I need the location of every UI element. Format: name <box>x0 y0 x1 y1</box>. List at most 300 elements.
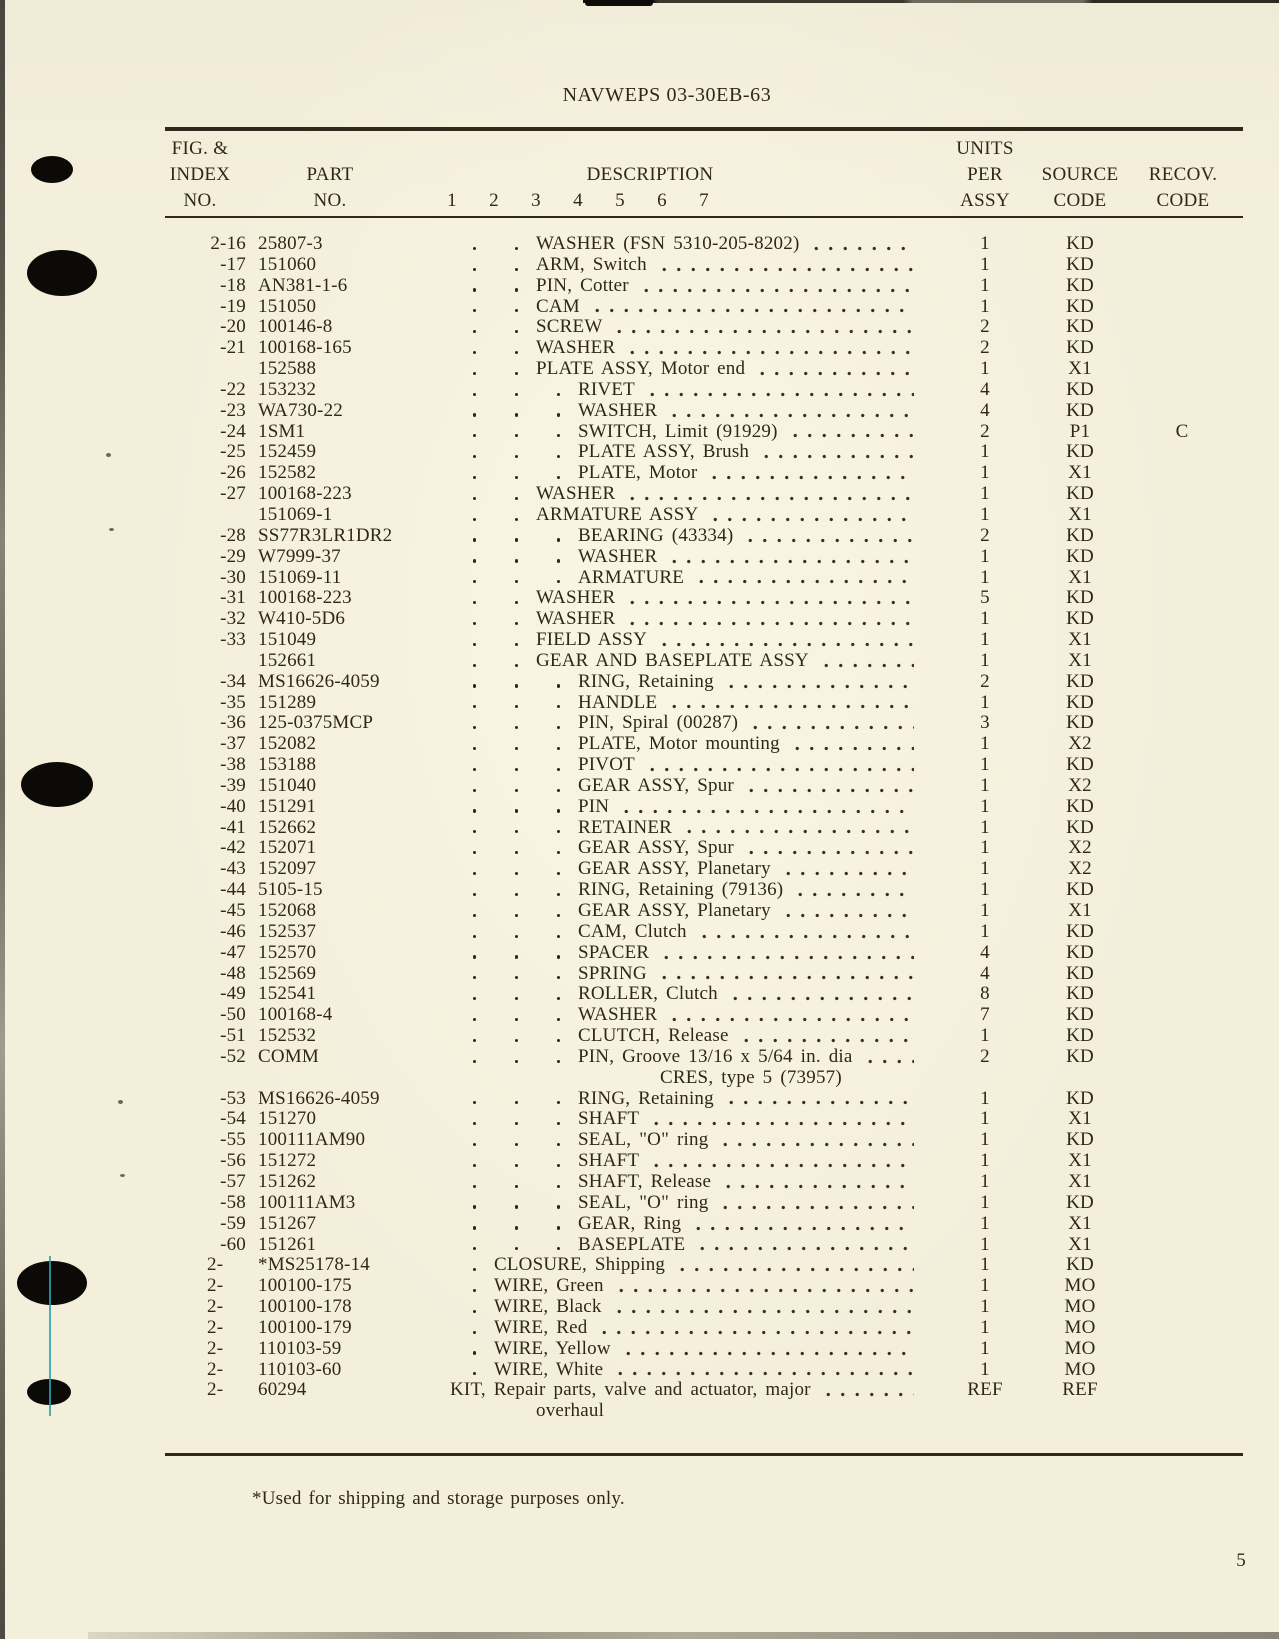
indenture-dot <box>515 1247 518 1250</box>
indenture-dot <box>515 976 518 979</box>
description-cell <box>430 964 918 985</box>
fig-index-no: -55 <box>220 1129 246 1151</box>
indenture-dot <box>473 1351 476 1354</box>
description-text: WASHER <box>536 587 616 609</box>
indenture-level-4: 4 <box>573 190 583 211</box>
table-row <box>165 1255 1243 1276</box>
description-cell <box>430 755 918 776</box>
source-code: KD <box>1066 712 1094 734</box>
description-cell <box>430 713 918 734</box>
description-cell <box>430 818 918 839</box>
dot-leader <box>721 1184 914 1189</box>
indenture-dot <box>473 1205 476 1208</box>
indenture-dot <box>557 684 560 687</box>
table-row <box>165 422 1243 443</box>
ink-speck <box>106 453 111 457</box>
indenture-dot <box>557 955 560 958</box>
description-text: GEAR ASSY, Planetary <box>578 858 771 880</box>
fig-index-no: -54 <box>220 1108 246 1130</box>
source-code: X1 <box>1068 1212 1092 1234</box>
description-text: RING, Retaining <box>578 1087 714 1109</box>
description-cell <box>430 463 918 484</box>
dot-leader <box>790 746 914 751</box>
binder-hole <box>27 250 97 296</box>
description-cell <box>430 484 918 505</box>
indenture-dot <box>557 1185 560 1188</box>
description-text: SEAL, "O" ring <box>578 1129 709 1151</box>
part-number: 152541 <box>258 983 317 1005</box>
indenture-dot <box>515 747 518 750</box>
indenture-dot <box>515 955 518 958</box>
part-number: 152071 <box>258 837 317 859</box>
scan-edge-bottom <box>88 1632 1279 1639</box>
indenture-level-3: 3 <box>531 190 541 211</box>
description-cell <box>430 1380 918 1401</box>
description-text: FIELD ASSY <box>536 629 648 651</box>
units-per-assy: 1 <box>980 816 990 838</box>
description-cell <box>430 1276 918 1297</box>
indenture-level-1: 1 <box>447 190 457 211</box>
table-row <box>165 1089 1243 1110</box>
dot-leader <box>657 267 914 272</box>
fig-index-no: -33 <box>220 629 246 651</box>
dot-leader <box>625 621 914 626</box>
fig-index-no: -50 <box>220 1004 246 1026</box>
indenture-dot <box>557 747 560 750</box>
fig-index-no: -52 <box>220 1045 246 1067</box>
indenture-dot <box>473 726 476 729</box>
description-text: GEAR ASSY, Spur <box>578 774 734 796</box>
fig-index-no: -46 <box>220 920 246 942</box>
description-text: WIRE, Green <box>494 1275 604 1297</box>
ink-speck <box>109 528 114 531</box>
table-row <box>165 317 1243 338</box>
dot-leader <box>707 475 914 480</box>
indenture-dot <box>473 1289 476 1292</box>
indenture-dot <box>473 455 476 458</box>
table-row <box>165 672 1243 693</box>
description-text: WIRE, White <box>494 1358 604 1380</box>
description-continuation: CRES, type 5 (73957) <box>660 1066 842 1088</box>
fig-index-no: -25 <box>220 441 246 463</box>
description-cell <box>430 1151 918 1172</box>
description-text: WASHER <box>536 608 616 630</box>
dot-leader <box>597 1330 914 1335</box>
dot-leader <box>657 975 914 980</box>
description-cell <box>430 859 918 880</box>
table-row <box>165 505 1243 526</box>
table-row <box>165 755 1243 776</box>
units-per-assy: 2 <box>980 337 990 359</box>
units-per-assy: 1 <box>980 503 990 525</box>
units-per-assy: REF <box>967 1379 1003 1401</box>
description-text: PIN, Spiral (00287) <box>578 712 739 734</box>
dot-leader <box>639 288 914 293</box>
indenture-dot <box>515 434 518 437</box>
fig-index-no: -19 <box>220 295 246 317</box>
indenture-dot <box>473 1101 476 1104</box>
dot-leader <box>821 1392 914 1397</box>
source-code: MO <box>1064 1337 1096 1359</box>
units-per-assy: 4 <box>980 941 990 963</box>
indenture-dot <box>515 455 518 458</box>
indenture-dot <box>515 1205 518 1208</box>
indenture-dot <box>473 893 476 896</box>
source-code: KD <box>1066 587 1094 609</box>
fig-index-no: 2- <box>207 1337 224 1359</box>
part-number: 100146-8 <box>258 316 333 338</box>
col-header-units: UNITS <box>956 138 1014 159</box>
units-per-assy: 1 <box>980 774 990 796</box>
part-number: 152068 <box>258 900 317 921</box>
part-number: W7999-37 <box>258 545 341 567</box>
units-per-assy: 3 <box>980 712 990 734</box>
fig-index-no: -28 <box>220 524 246 546</box>
part-number: 152582 <box>258 462 317 484</box>
indenture-dot <box>515 1185 518 1188</box>
table-row <box>165 1276 1243 1297</box>
source-code: KD <box>1066 378 1094 400</box>
indenture-dot <box>473 1247 476 1250</box>
units-per-assy: 2 <box>980 670 990 692</box>
source-code: X1 <box>1068 900 1092 921</box>
fig-index-no: 2- <box>207 1254 224 1276</box>
indenture-dot <box>515 1122 518 1125</box>
indenture-level-5: 5 <box>615 190 625 211</box>
units-per-assy: 1 <box>980 691 990 713</box>
source-code: KD <box>1066 253 1094 275</box>
description-cell <box>430 922 918 943</box>
description-cell <box>430 422 918 443</box>
scan-edge-left <box>0 0 5 1639</box>
part-number: *MS25178-14 <box>258 1254 370 1276</box>
dot-leader <box>718 1205 914 1210</box>
indenture-dot <box>473 434 476 437</box>
dot-leader <box>625 600 914 605</box>
dot-leader <box>819 663 914 668</box>
indenture-dot <box>473 809 476 812</box>
description-text: RETAINER <box>578 816 673 838</box>
part-number: 152569 <box>258 962 317 984</box>
units-per-assy: 1 <box>980 566 990 588</box>
part-number: 100168-223 <box>258 483 352 505</box>
indenture-level-2: 2 <box>489 190 499 211</box>
part-number: 110103-60 <box>258 1358 342 1380</box>
source-code: P1 <box>1069 420 1091 442</box>
source-code: X1 <box>1068 503 1092 525</box>
indenture-dot <box>557 1164 560 1167</box>
table-row <box>165 1214 1243 1235</box>
table-row <box>165 1151 1243 1172</box>
description-cell <box>430 297 918 318</box>
binder-hole <box>31 156 73 183</box>
description-cell <box>430 797 918 818</box>
dot-leader <box>744 788 914 793</box>
units-per-assy: 1 <box>980 879 990 901</box>
fig-index-no: -26 <box>220 462 246 484</box>
description-text: WASHER <box>536 337 616 359</box>
dot-leader <box>694 579 914 584</box>
indenture-dot <box>557 789 560 792</box>
description-cell <box>430 568 918 589</box>
description-text: SCREW <box>536 316 603 338</box>
description-text: GEAR ASSY, Spur <box>578 837 734 859</box>
indenture-dot <box>557 893 560 896</box>
indenture-dot <box>515 372 518 375</box>
part-number: 152082 <box>258 733 317 755</box>
part-number: 100100-175 <box>258 1275 352 1297</box>
part-number: SS77R3LR1DR2 <box>258 524 393 546</box>
table-row <box>165 859 1243 880</box>
units-per-assy: 1 <box>980 1150 990 1172</box>
part-number: 100100-179 <box>258 1316 352 1338</box>
fig-index-no: -36 <box>220 712 246 734</box>
table-row <box>165 1005 1243 1026</box>
description-cell <box>430 984 918 1005</box>
part-number: 151040 <box>258 774 317 796</box>
dot-leader <box>781 913 914 918</box>
indenture-dot <box>473 1310 476 1313</box>
description-text: PIN, Cotter <box>536 274 629 296</box>
indenture-dot <box>473 1143 476 1146</box>
part-number: 153188 <box>258 754 317 776</box>
indenture-dot <box>473 955 476 958</box>
description-cell <box>430 401 918 422</box>
description-cell <box>430 1235 918 1256</box>
description-text: HANDLE <box>578 691 658 713</box>
table-row <box>165 338 1243 359</box>
indenture-dot <box>515 351 518 354</box>
source-code: X1 <box>1068 629 1092 651</box>
description-cell <box>430 234 918 255</box>
description-text: WIRE, Black <box>494 1296 602 1318</box>
dot-leader <box>718 1142 914 1147</box>
units-per-assy: 1 <box>980 920 990 942</box>
part-number: 151262 <box>258 1170 317 1192</box>
indenture-dot <box>557 768 560 771</box>
indenture-dot <box>473 413 476 416</box>
indenture-dot <box>473 268 476 271</box>
fig-index-no: -59 <box>220 1212 246 1234</box>
table-row <box>165 651 1243 672</box>
indenture-dot <box>515 1226 518 1229</box>
col-header-source: SOURCE <box>1041 164 1119 185</box>
description-cell <box>430 693 918 714</box>
indenture-dot <box>515 997 518 1000</box>
part-number: 151050 <box>258 295 317 317</box>
description-text: WASHER <box>578 1004 658 1026</box>
table-row <box>165 1068 1243 1089</box>
col-header-description: DESCRIPTION <box>586 164 714 185</box>
col-header-source: CODE <box>1053 190 1107 211</box>
indenture-dot <box>557 1143 560 1146</box>
fig-index-no: -53 <box>220 1087 246 1109</box>
dot-leader <box>657 642 914 647</box>
source-code: REF <box>1062 1379 1098 1401</box>
description-cell <box>430 588 918 609</box>
part-number: WA730-22 <box>258 399 343 421</box>
source-code: MO <box>1064 1275 1096 1297</box>
source-code: KD <box>1066 983 1094 1005</box>
part-number: 100111AM3 <box>258 1191 356 1213</box>
source-code: MO <box>1064 1316 1096 1338</box>
units-per-assy: 2 <box>980 316 990 338</box>
fig-index-no: -58 <box>220 1191 246 1213</box>
indenture-dot <box>515 601 518 604</box>
source-code: X2 <box>1068 774 1092 796</box>
part-number: AN381-1-6 <box>258 274 348 296</box>
part-number: 100111AM90 <box>258 1129 366 1151</box>
indenture-dot <box>473 247 476 250</box>
table-row <box>165 588 1243 609</box>
table-body <box>165 234 1243 1422</box>
table-row <box>165 734 1243 755</box>
table-row <box>165 1339 1243 1360</box>
units-per-assy: 1 <box>980 1108 990 1130</box>
description-text: WASHER <box>578 399 658 421</box>
table-row <box>165 568 1243 589</box>
dot-leader <box>619 809 914 814</box>
indenture-dot <box>473 830 476 833</box>
fig-index-no: -49 <box>220 983 246 1005</box>
page-number: 5 <box>1236 1550 1246 1571</box>
indenture-dot <box>557 1039 560 1042</box>
indenture-dot <box>473 1164 476 1167</box>
indenture-dot <box>557 393 560 396</box>
part-number: 100100-178 <box>258 1296 352 1318</box>
indenture-dot <box>515 1039 518 1042</box>
dot-leader <box>759 454 914 459</box>
fig-index-no: 2-16 <box>210 233 246 254</box>
dot-leader <box>659 955 914 960</box>
indenture-dot <box>557 809 560 812</box>
description-text: PLATE, Motor mounting <box>578 733 780 755</box>
dot-leader <box>793 892 914 897</box>
indenture-dot <box>473 330 476 333</box>
source-code: KD <box>1066 691 1094 713</box>
source-code: KD <box>1066 1254 1094 1276</box>
description-cell <box>430 880 918 901</box>
part-number: MS16626-4059 <box>258 670 380 692</box>
units-per-assy: 1 <box>980 274 990 296</box>
col-header-recov: RECOV. <box>1148 164 1218 185</box>
source-code: KD <box>1066 274 1094 296</box>
description-cell <box>430 776 918 797</box>
fig-index-no: -31 <box>220 587 246 609</box>
indenture-dot <box>515 893 518 896</box>
dot-leader <box>649 1121 914 1126</box>
part-number: COMM <box>258 1045 319 1067</box>
source-code: KD <box>1066 608 1094 630</box>
table-row <box>165 880 1243 901</box>
indenture-dot <box>515 664 518 667</box>
table-row <box>165 1380 1243 1401</box>
description-text: GEAR, Ring <box>578 1212 682 1234</box>
units-per-assy: 1 <box>980 795 990 817</box>
part-number: 152532 <box>258 1025 317 1047</box>
units-per-assy: 1 <box>980 1191 990 1213</box>
source-code: KD <box>1066 1004 1094 1026</box>
description-cell <box>430 1005 918 1026</box>
indenture-dot <box>473 976 476 979</box>
description-cell <box>430 380 918 401</box>
part-number: 151289 <box>258 691 317 713</box>
units-per-assy: 1 <box>980 483 990 505</box>
description-cell <box>430 651 918 672</box>
dot-leader <box>682 829 914 834</box>
description-text: PIN <box>578 795 610 817</box>
fig-index-no: -23 <box>220 399 246 421</box>
part-number: 5105-15 <box>258 879 323 901</box>
description-continuation: overhaul <box>536 1400 605 1422</box>
units-per-assy: 1 <box>980 649 990 671</box>
indenture-dot <box>515 413 518 416</box>
indenture-dot <box>557 705 560 708</box>
indenture-dot <box>515 1101 518 1104</box>
indenture-dot <box>473 372 476 375</box>
indenture-dot <box>557 1205 560 1208</box>
table-row <box>165 818 1243 839</box>
indenture-dot <box>515 684 518 687</box>
dot-leader <box>755 371 914 376</box>
indenture-dot <box>557 872 560 875</box>
col-header-part-no: PART <box>306 164 354 185</box>
fig-index-no: -30 <box>220 566 246 588</box>
fig-index-no: 2- <box>207 1379 224 1401</box>
table-row <box>165 401 1243 422</box>
units-per-assy: 1 <box>980 462 990 484</box>
description-text: SEAL, "O" ring <box>578 1191 709 1213</box>
description-text: SPRING <box>578 962 647 984</box>
description-cell <box>430 1026 918 1047</box>
source-code: X1 <box>1068 1108 1092 1130</box>
description-text: KIT, Repair parts, valve and actuator, major <box>450 1379 811 1401</box>
part-number: 100168-223 <box>258 587 352 609</box>
dot-leader <box>613 1371 914 1376</box>
units-per-assy: 1 <box>980 1233 990 1255</box>
indenture-dot <box>515 622 518 625</box>
indenture-dot <box>515 497 518 500</box>
source-code: KD <box>1066 316 1094 338</box>
ink-speck <box>118 1100 123 1104</box>
fig-index-no: -40 <box>220 795 246 817</box>
fig-index-no: -51 <box>220 1025 246 1047</box>
indenture-dot <box>557 976 560 979</box>
indenture-dot <box>473 768 476 771</box>
fig-index-no: -44 <box>220 879 246 901</box>
table-row <box>165 547 1243 568</box>
dot-leader <box>675 1267 914 1272</box>
binder-hole <box>21 762 93 807</box>
source-code: X1 <box>1068 566 1092 588</box>
indenture-dot <box>473 684 476 687</box>
units-per-assy: 4 <box>980 962 990 984</box>
table-row <box>165 1172 1243 1193</box>
source-code: X1 <box>1068 358 1092 380</box>
description-text: SPACER <box>578 941 650 963</box>
col-header-fig-index: INDEX <box>169 164 231 185</box>
description-cell <box>430 442 918 463</box>
indenture-dot <box>515 559 518 562</box>
source-code: X1 <box>1068 1170 1092 1192</box>
description-cell <box>430 838 918 859</box>
dot-leader <box>645 767 914 772</box>
part-number: 100168-165 <box>258 337 352 359</box>
indenture-dot <box>473 393 476 396</box>
dot-leader <box>645 392 914 397</box>
indenture-dot <box>515 288 518 291</box>
fig-index-no: -21 <box>220 337 246 359</box>
